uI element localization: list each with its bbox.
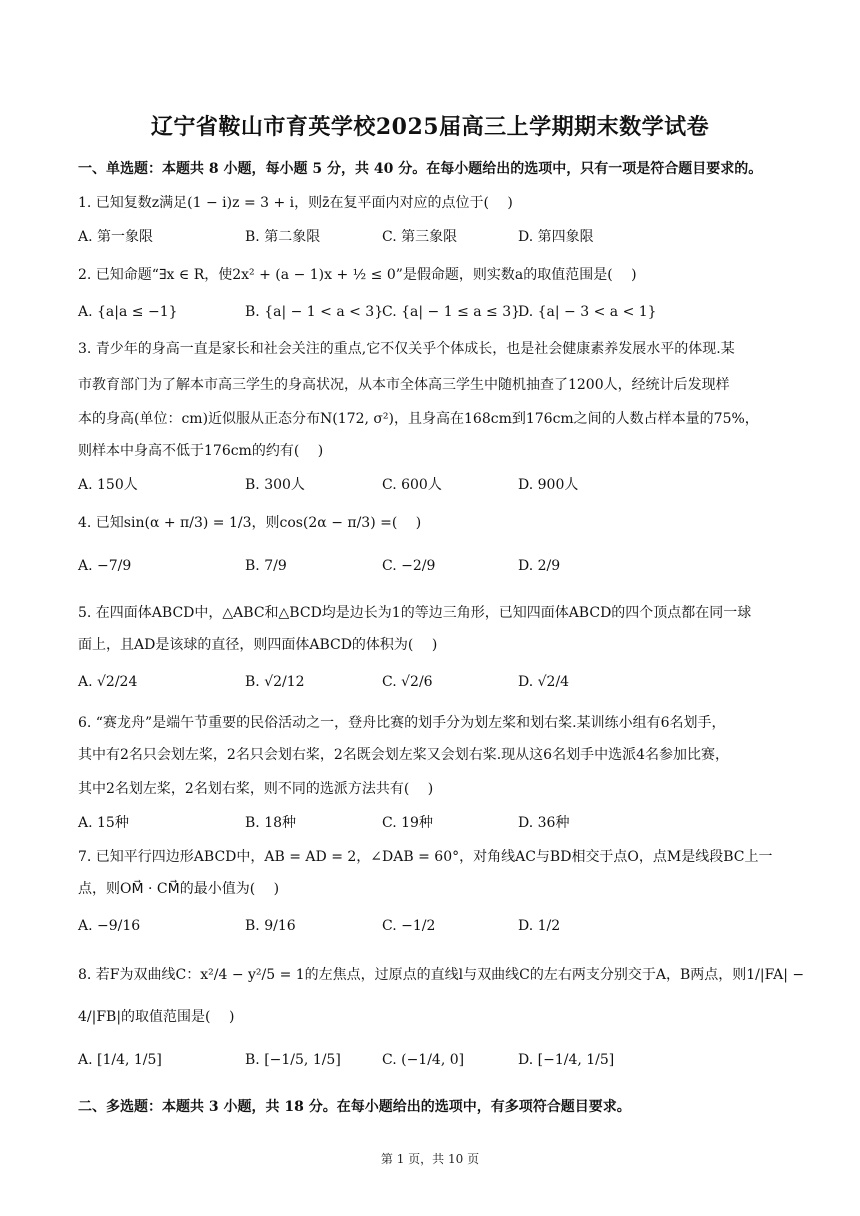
question-3-line-2: 市教育部门为了解本市高三学生的身高状况，从本市全体高三学生中随机抽查了1200人，经统计后发现样 [78,377,730,393]
q3-option-d: D. 900人 [518,477,579,493]
question-7-line-2: 点，则OM⃗ · CM⃗的最小值为( ) [78,881,280,897]
section-single-choice-heading: 一、单选题：本题共 8 小题，每小题 5 分，共 40 分。在每小题给出的选项中，只有一项是符合题目要求的。 [78,161,763,177]
q1-option-c: C. 第三象限 [382,229,458,245]
question-1-stem: 1. 已知复数z满足(1 − i)z = 3 + i，则z̄在复平面内对应的点位于( ) [78,195,513,211]
q8-option-d: D. [−1/4, 1/5] [518,1052,615,1068]
q2-option-d: D. {a| − 3 < a < 1} [518,304,657,320]
q3-option-b: B. 300人 [245,477,305,493]
q3-option-c: C. 600人 [382,477,442,493]
q7-option-d: D. 1/2 [518,918,561,934]
q8-option-c: C. (−1/4, 0] [382,1052,465,1068]
q2-option-c: C. {a| − 1 ≤ a ≤ 3} [382,304,521,320]
q7-option-b: B. 9/16 [245,918,296,934]
q6-option-c: C. 19种 [382,815,433,831]
question-3-line-3: 本的身高(单位：cm)近似服从正态分布N(172, σ²)，且身高在168cm到176cm之间的人数占样本量的75%， [78,411,759,427]
question-5-line-2: 面上，且AD是该球的直径，则四面体ABCD的体积为( ) [78,637,438,653]
q6-option-d: D. 36种 [518,815,570,831]
q1-option-b: B. 第二象限 [245,229,321,245]
q8-option-b: B. [−1/5, 1/5] [245,1052,341,1068]
question-8-line-1: 8. 若F为双曲线C：x²/4 − y²/5 = 1的左焦点，过原点的直线l与双曲线C的左右两支分别交于A，B两点，则1/|FA| − [78,967,805,983]
q4-option-c: C. −2/9 [382,558,436,574]
question-2-stem: 2. 已知命题“∃x ∈ R，使2x² + (a − 1)x + ½ ≤ 0”是假命题，则实数a的取值范围是( ) [78,267,637,283]
q4-option-a: A. −7/9 [78,558,132,574]
q4-option-b: B. 7/9 [245,558,287,574]
q1-option-d: D. 第四象限 [518,229,594,245]
q2-option-b: B. {a| − 1 < a < 3} [245,304,384,320]
question-6-line-2: 其中有2名只会划左桨，2名只会划右桨，2名既会划左桨又会划右桨.现从这6名划手中选派4名参加比赛， [78,747,729,763]
q5-option-b: B. √2/12 [245,674,305,690]
q1-option-a: A. 第一象限 [78,229,154,245]
question-6-line-1: 6. “赛龙舟”是端午节重要的民俗活动之一，登舟比赛的划手分为划左桨和划右桨.某训练小组有6名划手， [78,715,726,731]
page-footer: 第 1 页，共 10 页 [380,1152,480,1166]
question-3-line-1: 3. 青少年的身高一直是家长和社会关注的重点,它不仅关乎个体成长，也是社会健康素养发展水平的体现.某 [78,341,735,357]
q7-option-c: C. −1/2 [382,918,436,934]
question-4-stem: 4. 已知sin(α + π/3) = 1/3，则cos(2α − π/3) =( ) [78,515,422,531]
q4-option-d: D. 2/9 [518,558,561,574]
q3-option-a: A. 150人 [78,477,138,493]
q7-option-a: A. −9/16 [78,918,141,934]
q6-option-b: B. 18种 [245,815,297,831]
q5-option-a: A. √2/24 [78,674,138,690]
question-8-line-2: 4/|FB|的取值范围是( ) [78,1009,235,1025]
question-6-line-3: 其中2名划左桨，2名划右桨，则不同的选派方法共有( ) [78,781,434,797]
section-multiple-choice-heading: 二、多选题：本题共 3 小题，共 18 分。在每小题给出的选项中，有多项符合题目要求。 [78,1099,631,1115]
q2-option-a: A. {a|a ≤ −1} [78,304,178,320]
q5-option-d: D. √2/4 [518,674,570,690]
q6-option-a: A. 15种 [78,815,129,831]
q8-option-a: A. [1/4, 1/5] [78,1052,162,1068]
exam-title: 辽宁省鞍山市育英学校2025届高三上学期期末数学试卷 [150,114,710,140]
question-5-line-1: 5. 在四面体ABCD中，△ABC和△BCD均是边长为1的等边三角形，已知四面体ABCD的四个顶点都在同一球 [78,605,752,621]
q5-option-c: C. √2/6 [382,674,433,690]
question-7-line-1: 7. 已知平行四边形ABCD中，AB = AD = 2，∠DAB = 60°，对角线AC与BD相交于点O，点M是线段BC上一 [78,849,773,865]
question-3-line-4: 则样本中身高不低于176cm的约有( ) [78,443,324,459]
